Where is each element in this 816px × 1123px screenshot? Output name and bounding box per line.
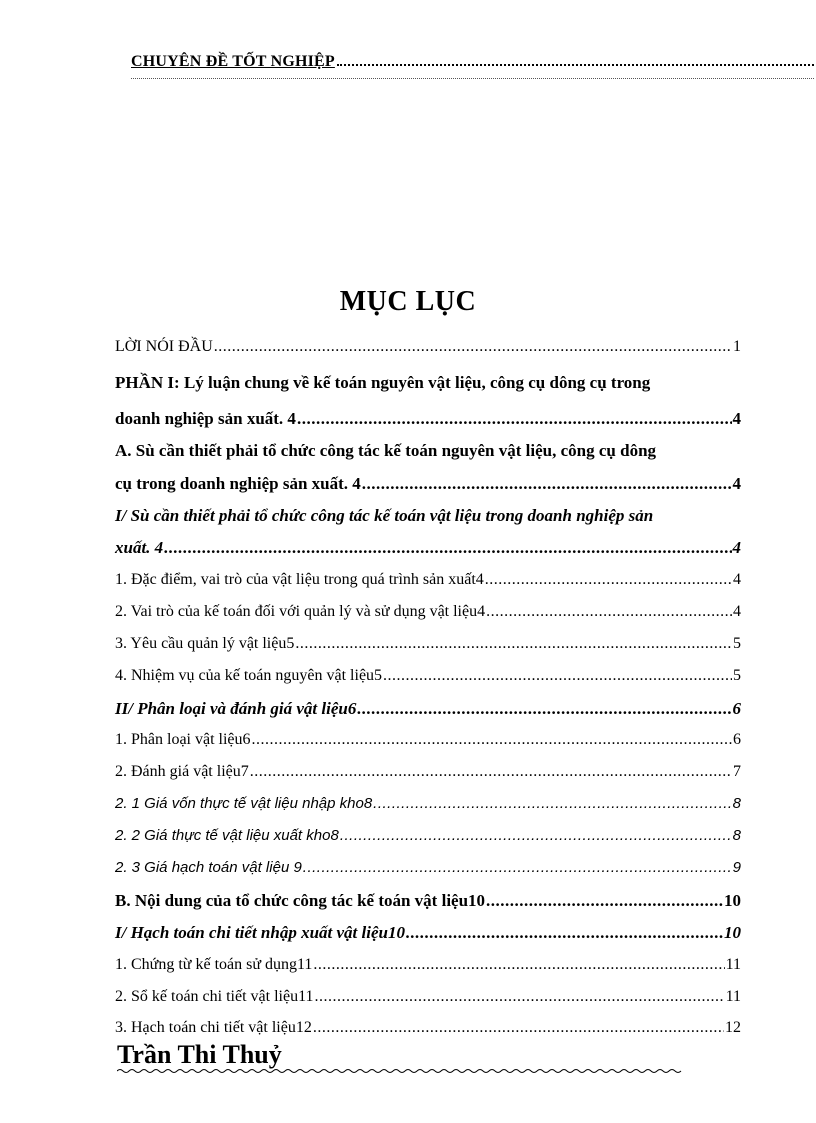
toc-entry-line: A. Sù cần thiết phải tổ chức công tác kế toán nguyên vật liệu, công cụ dông [115, 441, 657, 460]
toc-entry[interactable] [115, 988, 741, 1006]
toc-leader [313, 1019, 724, 1037]
toc-leader [164, 538, 731, 558]
toc-entry-text: 3. Yêu cầu quản lý vật liệu5 [115, 635, 295, 652]
toc-entry-text: 1. Đặc điểm, vai trò của vật liệu trong quá trình sản xuất4 [115, 571, 484, 588]
header-title: CHUYÊN ĐỀ TỐT NGHIỆP [131, 53, 335, 70]
page-title: MỤC LỤC [339, 286, 477, 317]
toc-entry-page: 8 [732, 827, 741, 844]
toc-entry-text: 2. 2 Giá thực tế vật liệu xuất kho8 [115, 827, 339, 844]
toc-leader [214, 338, 732, 356]
toc-entry-page: 11 [725, 988, 741, 1005]
toc-entry[interactable] [115, 603, 741, 621]
toc-entry-page: 7 [733, 763, 741, 780]
toc-entry-text: 1. Phân loại vật liệu6 [115, 731, 251, 748]
toc-leader [313, 956, 724, 974]
toc-leader [295, 635, 732, 653]
toc-entry-page: 8 [732, 795, 741, 812]
toc-entry-text: 2. Vai trò của kế toán đối với quản lý và sử dụng vật liệu4 [115, 603, 486, 620]
toc-leader [485, 571, 732, 589]
toc-leader [297, 409, 732, 429]
toc-entry-text: doanh nghiệp sản xuất. 4 [115, 409, 296, 428]
toc-entry-text: cụ trong doanh nghiệp sản xuất. 4 [115, 474, 361, 493]
toc-leader [383, 667, 732, 685]
toc-entry-text: 3. Hạch toán chi tiết vật liệu12 [115, 1019, 312, 1036]
toc-entry[interactable] [115, 635, 741, 653]
toc-entry-page: 4 [733, 571, 741, 588]
toc-entry[interactable] [115, 699, 741, 719]
toc-entry-text: LỜI NÓI ĐẦU [115, 338, 213, 355]
toc-leader [250, 763, 732, 781]
page-header [131, 52, 814, 71]
toc-entry[interactable] [115, 827, 741, 844]
toc-entry-text: II/ Phân loại và đánh giá vật liệu6 [115, 699, 357, 718]
toc-entry-text: B. Nội dung của tổ chức công tác kế toán vật liệu10 [115, 891, 486, 910]
toc-entry-page: 5 [733, 667, 741, 684]
toc-entry-page: 11 [725, 956, 741, 973]
toc-entry-page: 4 [732, 538, 741, 557]
toc-entry[interactable] [115, 956, 741, 974]
toc-entry-text: 1. Chứng từ kế toán sử dụng11 [115, 956, 313, 973]
toc-entry-text: 2. Đánh giá vật liệu7 [115, 763, 249, 780]
toc-entry[interactable] [115, 763, 741, 781]
toc-leader [486, 603, 732, 621]
toc-leader [406, 923, 723, 943]
toc-entry[interactable] [115, 891, 741, 911]
toc-entry-line: PHẦN I: Lý luận chung về kế toán nguyên vật liệu, công cụ dông cụ trong [115, 373, 651, 392]
toc-entry[interactable] [115, 409, 741, 429]
toc-entry[interactable] [115, 795, 741, 812]
toc-entry[interactable] [115, 338, 741, 356]
toc-entry-text: 4. Nhiệm vụ của kế toán nguyên vật liệu5 [115, 667, 383, 684]
toc-entry-line: I/ Sù cần thiết phải tổ chức công tác kế toán vật liệu trong doanh nghiệp sản [115, 506, 654, 525]
toc-entry-page: 5 [733, 635, 741, 652]
toc-entry-text: 2. 3 Giá hạch toán vật liệu 9 [115, 859, 302, 876]
toc-leader [373, 795, 731, 812]
toc-leader [303, 859, 732, 876]
toc-entry[interactable] [115, 667, 741, 685]
toc-leader [252, 731, 732, 749]
toc-entry-text: I/ Hạch toán chi tiết nhập xuất vật liệu10 [115, 923, 405, 942]
toc-entry[interactable] [115, 923, 741, 943]
header-divider [131, 78, 814, 79]
toc-entry-page: 10 [724, 891, 741, 910]
toc-entry-page: 6 [733, 731, 741, 748]
toc-leader [340, 827, 732, 844]
toc-leader [362, 474, 732, 494]
toc-entry[interactable] [115, 571, 741, 589]
toc-entry-page: 6 [732, 699, 741, 718]
toc-leader [486, 891, 723, 911]
toc-entry-text: 2. 1 Giá vốn thực tế vật liệu nhập kho8 [115, 795, 373, 812]
toc-entry-page: 9 [732, 859, 741, 876]
toc-entry[interactable] [115, 731, 741, 749]
toc-entry[interactable] [115, 859, 741, 876]
toc-entry-page: 4 [732, 409, 741, 428]
toc-entry-page: 4 [733, 603, 741, 620]
footer-wavy-underline [117, 1068, 695, 1074]
toc-entry-page: 1 [733, 338, 741, 355]
toc-entry-page: 4 [732, 474, 741, 493]
toc-leader [357, 699, 731, 719]
footer-author: Trần Thi Thuỷ [117, 1040, 282, 1069]
toc-entry-page: 10 [724, 923, 741, 942]
header-dotted-rule [337, 52, 814, 66]
toc-entry-page: 12 [725, 1019, 741, 1036]
toc-entry-text: xuất. 4 [115, 538, 164, 557]
toc-entry[interactable] [115, 474, 741, 494]
toc-leader [314, 988, 724, 1006]
toc-entry-text: 2. Sổ kế toán chi tiết vật liệu11 [115, 988, 314, 1005]
toc-entry[interactable] [115, 1019, 741, 1037]
toc-entry[interactable] [115, 538, 741, 558]
